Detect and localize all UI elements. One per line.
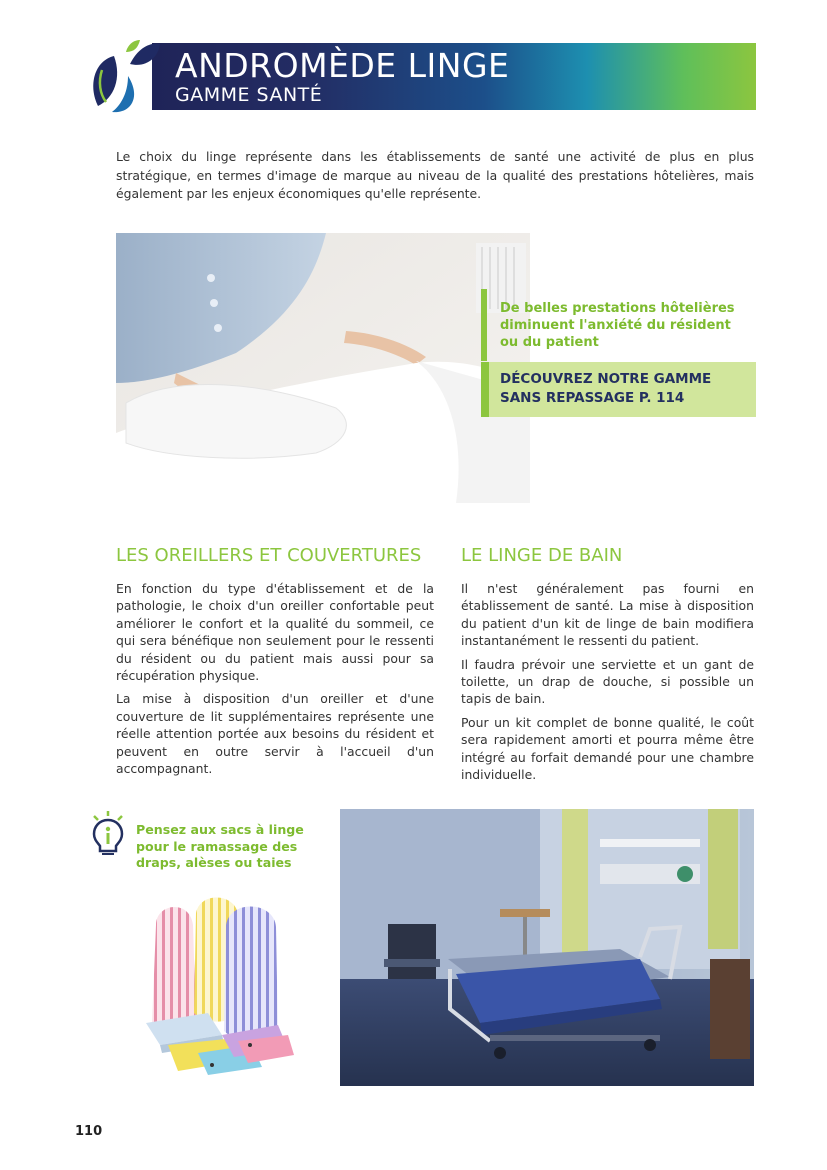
laundry-bags-photo: [138, 885, 298, 1085]
bed-making-photo: [116, 233, 530, 509]
callout-highlight-text: DÉCOUVREZ NOTRE GAMME SANS REPASSAGE P. 114: [500, 371, 712, 406]
tip-text: Pensez aux sacs à linge pour le ramassage des draps, alèses ou taies: [136, 822, 304, 870]
page-title: ANDROMÈDE LINGE: [175, 46, 510, 85]
pillows-text-column: [116, 580, 434, 783]
page-number: 110: [75, 1124, 103, 1139]
paragraph: Pour un kit complet de bonne qualité, le coût sera rapidement amorti et pourra même être intégré au forfait demandé pour une chambre individuelle.: [461, 714, 754, 783]
bath-linen-text-column: [461, 580, 754, 789]
paragraph: En fonction du type d'établissement et de la pathologie, le choix d'un oreiller confortable peut améliorer le confort et la qualité du sommeil, ce qui sera bénéfique non seulement pour le ressenti du résident ou du patient mais aussi pour sa récupération physique.: [116, 581, 434, 684]
section-heading-bath-linen: LE LINGE DE BAIN: [461, 545, 623, 566]
paragraph: La mise à disposition d'un oreiller et d'une couverture de lit supplémentaires représente une réelle attention portée aux besoins du résident et peuvent en outre servir à l'accueil d'un accompagnant.: [116, 691, 434, 777]
section-heading-pillows: LES OREILLERS ET COUVERTURES: [116, 545, 422, 566]
callout-accent-bar: [481, 289, 487, 361]
lightbulb-info-icon: [90, 810, 126, 856]
intro-paragraph: Le choix du linge représente dans les établissements de santé une activité de plus en plus stratégique, en termes d'image de marque au niveau de la qualité des prestations hôtelières, mais également par les enjeux économiques qu'elle représente.: [116, 149, 754, 201]
paragraph: Il n'est généralement pas fourni en établissement de santé. La mise à disposition du patient d'un kit de linge de bain modifiera instantanément le ressenti du patient.: [461, 581, 754, 649]
callout-quote: De belles prestations hôtelières diminuent l'anxiété du résident ou du patient: [500, 301, 735, 350]
paragraph: Il faudra prévoir une serviette et un gant de toilette, un drap de douche, si possible un tapis de bain.: [461, 656, 754, 707]
leaf-logo-icon: [84, 36, 164, 116]
page-subtitle: GAMME SANTÉ: [175, 84, 323, 106]
hospital-room-photo: [340, 809, 754, 1086]
callout-highlight-bar: [481, 362, 489, 417]
